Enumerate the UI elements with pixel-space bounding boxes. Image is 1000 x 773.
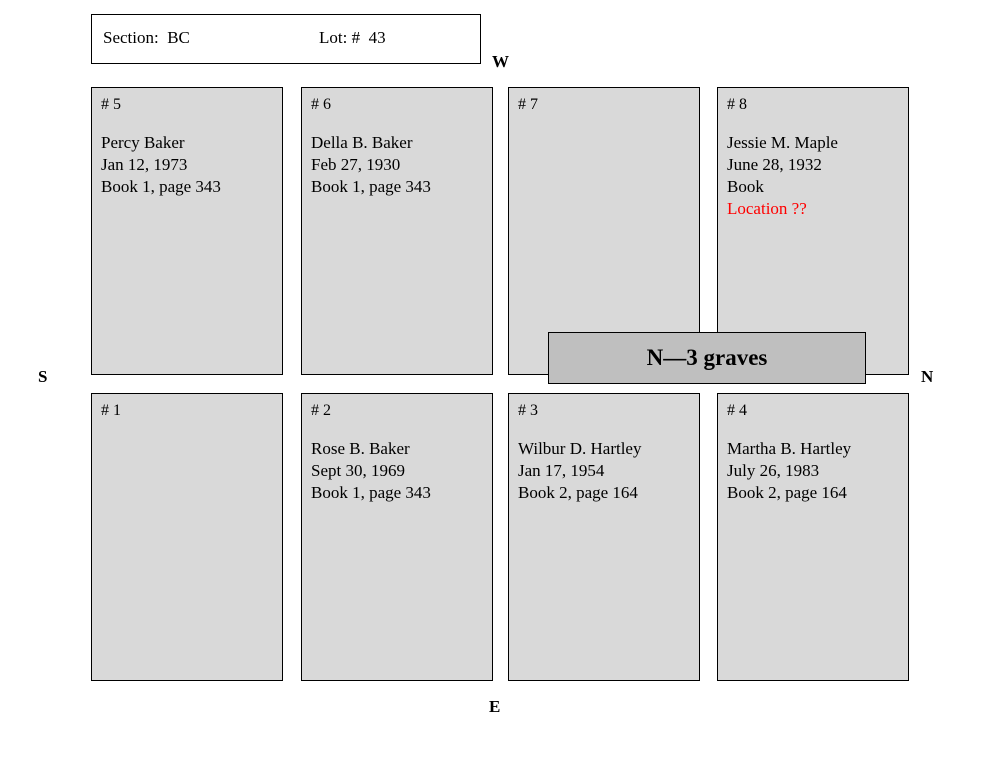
plot-location-warning: Location ??: [727, 199, 807, 218]
plot-number: # 8: [727, 96, 747, 113]
plot-detail-line: Book 1, page 343: [311, 483, 431, 502]
plot-detail-line: Book: [727, 177, 764, 196]
compass-east: E: [489, 697, 501, 716]
lot-label: Lot: # 43: [319, 28, 386, 47]
plot-detail-line: Feb 27, 1930: [311, 155, 401, 174]
compass-south: S: [38, 367, 48, 386]
plot-detail-line: Book 2, page 164: [518, 483, 638, 502]
plot-detail-line: Rose B. Baker: [311, 439, 410, 458]
grave-plot-5[interactable]: [91, 87, 283, 375]
grave-plot-3[interactable]: [508, 393, 700, 681]
plot-number: # 6: [311, 96, 331, 113]
grave-plot-1[interactable]: [91, 393, 283, 681]
plot-number: # 1: [101, 402, 121, 419]
plot-detail-line: July 26, 1983: [727, 461, 820, 480]
plot-detail-line: Percy Baker: [101, 133, 185, 152]
grave-plot-4[interactable]: [717, 393, 909, 681]
lot-header-box: [91, 14, 481, 64]
plot-number: # 5: [101, 96, 121, 113]
plot-number: # 4: [727, 402, 747, 419]
compass-north: N: [921, 367, 934, 386]
plot-details: [101, 132, 278, 198]
banner-label: N—3 graves: [646, 345, 768, 370]
plot-details: [311, 132, 488, 198]
plot-details: [727, 132, 904, 220]
plot-detail-line: Book 2, page 164: [727, 483, 847, 502]
compass-west: W: [492, 52, 509, 71]
plot-details: [518, 438, 695, 504]
plot-number: # 3: [518, 402, 538, 419]
plot-number: # 7: [518, 96, 538, 113]
plot-detail-line: Jan 17, 1954: [518, 461, 605, 480]
plot-detail-line: Wilbur D. Hartley: [518, 439, 642, 458]
plot-detail-line: Martha B. Hartley: [727, 439, 852, 458]
grave-plot-6[interactable]: [301, 87, 493, 375]
section-label: Section: BC: [103, 28, 190, 47]
plot-details: [727, 438, 904, 504]
graves-count-banner: [548, 332, 866, 384]
grave-plot-2[interactable]: [301, 393, 493, 681]
plot-detail-line: June 28, 1932: [727, 155, 822, 174]
plot-detail-line: Book 1, page 343: [311, 177, 431, 196]
plot-details: [311, 438, 488, 504]
plot-detail-line: Book 1, page 343: [101, 177, 221, 196]
plot-detail-line: Jessie M. Maple: [727, 133, 838, 152]
plot-detail-line: Jan 12, 1973: [101, 155, 188, 174]
plot-detail-line: Sept 30, 1969: [311, 461, 405, 480]
plot-number: # 2: [311, 402, 331, 419]
plot-detail-line: Della B. Baker: [311, 133, 413, 152]
